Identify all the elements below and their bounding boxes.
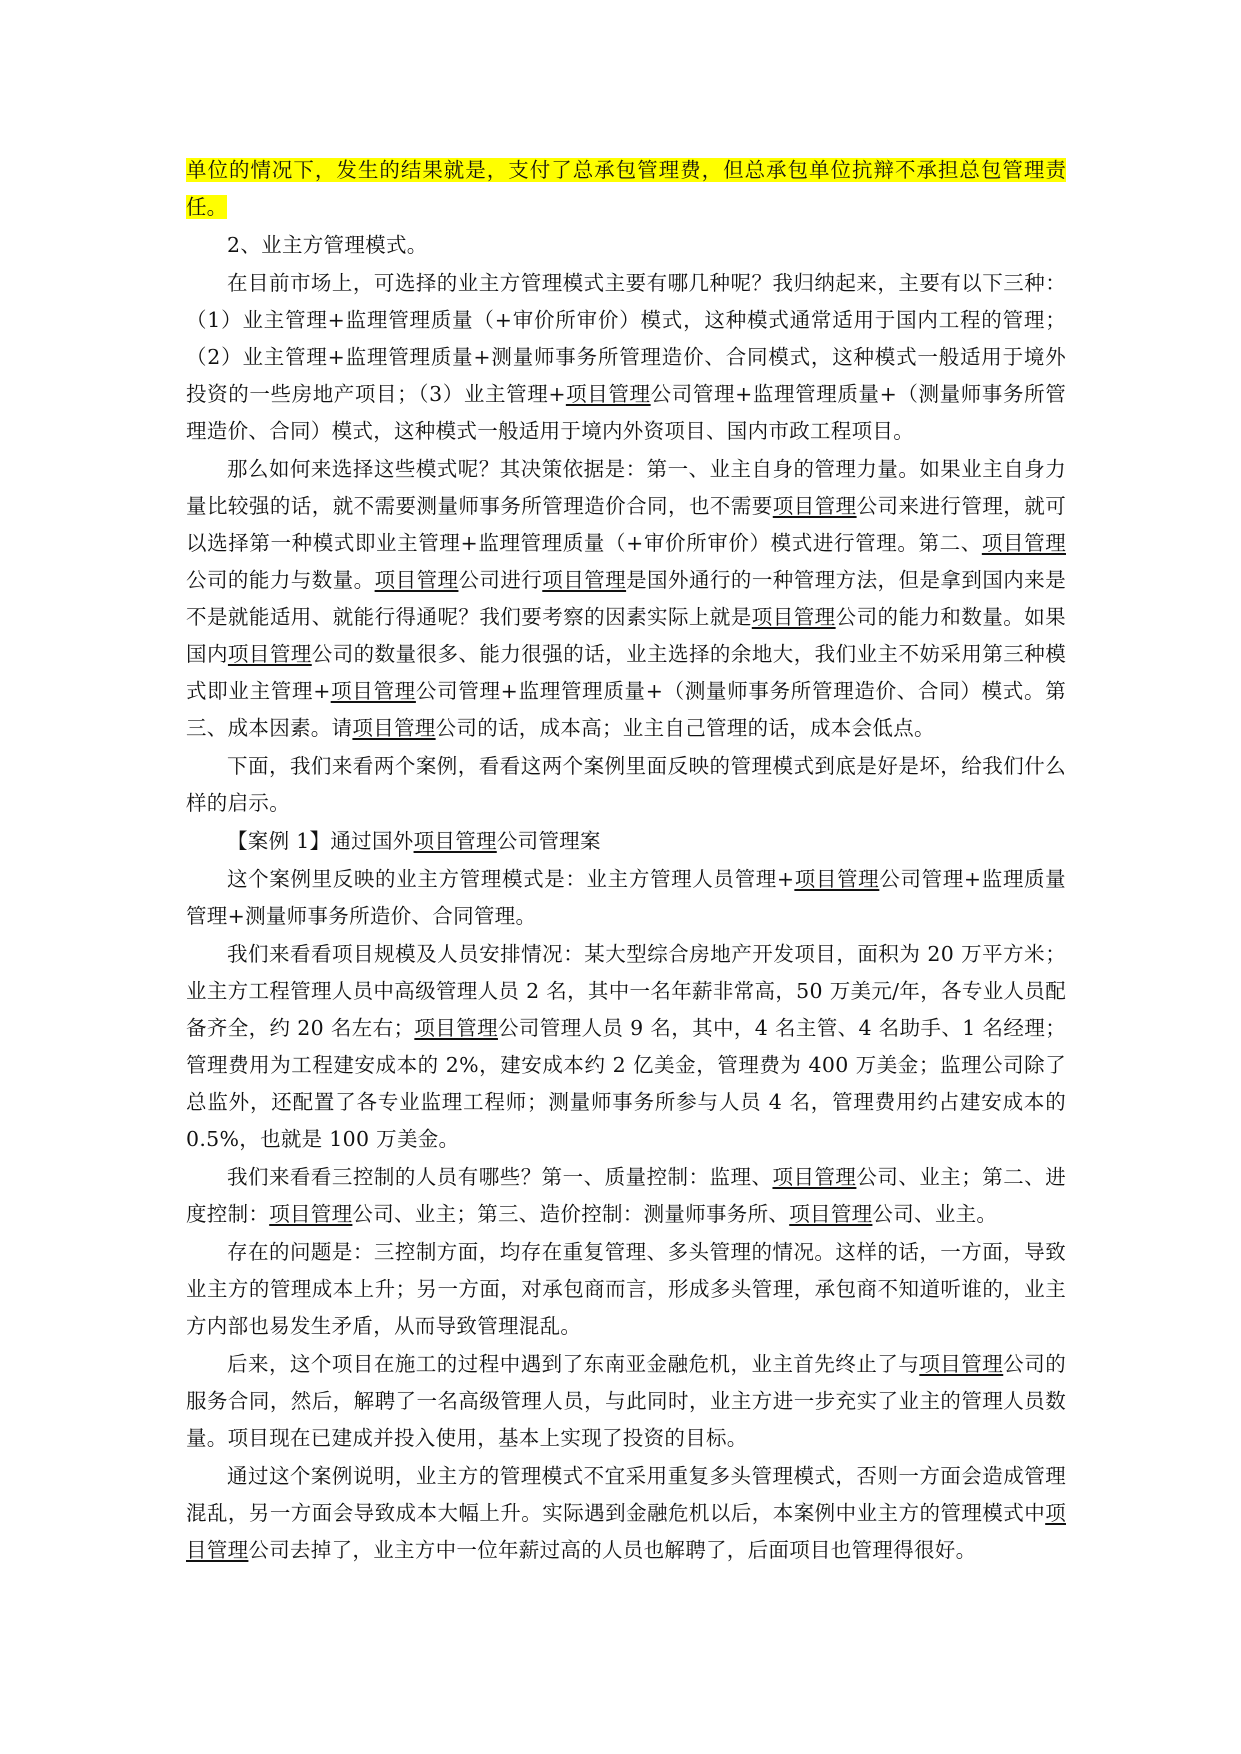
- underlined-term: 项目管理: [751, 605, 836, 629]
- underlined-term: 项目管理: [772, 494, 857, 518]
- document-page: [186, 152, 1066, 1569]
- paragraph: 这个案例里反映的业主方管理模式是：业主方管理人员管理+项目管理公司管理+监理质量管理+测量师事务所造价、合同管理。: [186, 867, 1066, 928]
- underlined-term: 项目管理: [269, 1202, 353, 1226]
- underlined-term: 项目管理: [794, 867, 880, 891]
- underlined-term: 项目管理: [330, 679, 416, 703]
- paragraph: 在目前市场上，可选择的业主方管理模式主要有哪几种呢？我归纳起来，主要有以下三种：（1）业主管理+监理管理质量（+审价所审价）模式，这种模式通常适用于国内工程的管理；（2）业主管理+监理管理质量+测量师事务所管理造价、合同模式，这种模式一般适用于境外投资的一些房地产项目；（3）业主管理+项目管理公司管理+监理管理质量+（测量师事务所管理造价、合同）模式，这种模式一般适用于境内外资项目、国内市政工程项目。: [186, 271, 1066, 443]
- underlined-term: 项目管理: [565, 382, 651, 406]
- underlined-term: 项目管理: [227, 642, 312, 666]
- underlined-term: 项目管理: [789, 1202, 873, 1226]
- paragraph: 我们来看看项目规模及人员安排情况：某大型综合房地产开发项目，面积为 20 万平方米；业主方工程管理人员中高级管理人员 2 名，其中一名年薪非常高，50 万美元/年，各专业人员配备齐全，约 20 名左右；项目管理公司管理人员 9 名，其中，4 名主管、4 名助手、1 名经理；管理费用为工程建安成本的 2%，建安成本约 2 亿美金，管理费为 400 万美金；监理公司除了总监外，还配置了各专业监理工程师；测量师事务所参与人员 4 名，管理费用约占建安成本的 0.5%，也就是 100 万美金。: [186, 942, 1066, 1151]
- underlined-term: 项目管理: [542, 568, 627, 592]
- underlined-term: 项目管理: [186, 1501, 1066, 1562]
- paragraph: 下面，我们来看两个案例，看看这两个案例里面反映的管理模式到底是好是坏，给我们什么样的启示。: [186, 754, 1066, 815]
- paragraph: 我们来看看三控制的人员有哪些？第一、质量控制：监理、项目管理公司、业主；第二、进度控制：项目管理公司、业主；第三、造价控制：测量师事务所、项目管理公司、业主。: [186, 1165, 1067, 1226]
- paragraph-continued: [186, 152, 1066, 226]
- paragraph: 存在的问题是：三控制方面，均存在重复管理、多头管理的情况。这样的话，一方面，导致业主方的管理成本上升；另一方面，对承包商而言，形成多头管理，承包商不知道听谁的，业主方内部也易发生矛盾，从而导致管理混乱。: [186, 1240, 1066, 1338]
- highlighted-text: 单位的情况下，发生的结果就是，支付了总承包管理费，但总承包单位抗辩不承担总包管理责任。: [186, 158, 1066, 219]
- underlined-term: 项目管理: [772, 1165, 857, 1189]
- case-heading: 【案例 1】通过国外项目管理公司管理案: [227, 829, 601, 853]
- underlined-term: 项目管理: [413, 829, 497, 853]
- underlined-term: 项目管理: [919, 1352, 1004, 1376]
- paragraph: 那么如何来选择这些模式呢？其决策依据是：第一、业主自身的管理力量。如果业主自身力量比较强的话，就不需要测量师事务所管理造价合同，也不需要项目管理公司来进行管理，就可以选择第一种模式即业主管理+监理管理质量（+审价所审价）模式进行管理。第二、项目管理公司的能力与数量。项目管理公司进行项目管理是国外通行的一种管理方法，但是拿到国内来是不是就能适用、就能行得通呢？我们要考察的因素实际上就是项目管理公司的能力和数量。如果国内项目管理公司的数量很多、能力很强的话，业主选择的余地大，我们业主不妨采用第三种模式即业主管理+项目管理公司管理+监理管理质量+（测量师事务所管理造价、合同）模式。第三、成本因素。请项目管理公司的话，成本高；业主自己管理的话，成本会低点。: [186, 457, 1067, 740]
- underlined-term: 项目管理: [352, 716, 436, 740]
- section-heading: 2、业主方管理模式。: [227, 233, 428, 257]
- underlined-term: 项目管理: [414, 1016, 498, 1040]
- paragraph: 后来，这个项目在施工的过程中遇到了东南亚金融危机，业主首先终止了与项目管理公司的服务合同，然后，解聘了一名高级管理人员，与此同时，业主方进一步充实了业主的管理人员数量。项目现在已建成并投入使用，基本上实现了投资的目标。: [186, 1352, 1066, 1450]
- underlined-term: 项目管理: [981, 531, 1066, 555]
- underlined-term: 项目管理: [374, 568, 459, 592]
- paragraph: 通过这个案例说明，业主方的管理模式不宜采用重复多头管理模式，否则一方面会造成管理混乱，另一方面会导致成本大幅上升。实际遇到金融危机以后，本案例中业主方的管理模式中项目管理公司去掉了，业主方中一位年薪过高的人员也解聘了，后面项目也管理得很好。: [186, 1464, 1066, 1562]
